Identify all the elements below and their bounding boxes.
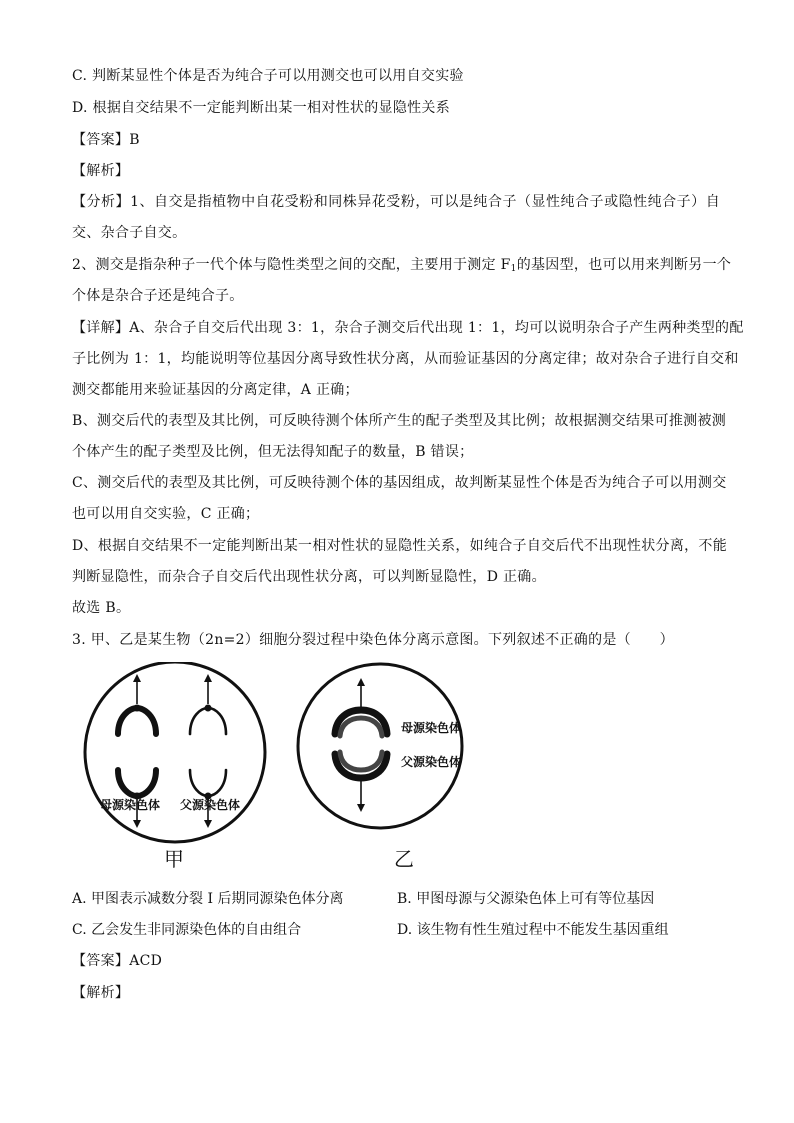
analysis-line-1: 【分析】1、自交是指植物中自花受粉和同株异花受粉，可以是纯合子（显性纯合子或隐性纯合子）自: [72, 194, 720, 210]
chromosome-maternal-lower: [118, 770, 156, 796]
yi-caption: 乙: [394, 847, 414, 871]
analysis-line-3: [72, 255, 732, 279]
chromosome-yi-paternal-inner: [340, 752, 382, 770]
answer-label: 【答案】: [72, 953, 130, 969]
analysis-line-3-pre: 2、测交是指杂种子一代个体与隐性类型之间的交配，主要用于测定 F: [72, 257, 511, 273]
option-d: D. 该生物有性生殖过程中不能发生基因重组: [397, 922, 669, 938]
detail-line-3: 测交都能用来验证基因的分离定律，A 正确；: [72, 382, 359, 398]
detail-line-1: 【详解】A、杂合子自交后代出现 3：1，杂合子测交后代出现 1：1，均可以说明杂合子产生两种类型的配: [72, 320, 744, 336]
centromere-paternal-upper: [205, 705, 212, 712]
analysis-line-4: 个体是杂合子还是纯合子。: [72, 288, 244, 304]
prev-analysis-label: 【解析】: [72, 163, 130, 179]
prev-option-c: C. 判断某显性个体是否为纯合子可以用测交也可以用自交实验: [72, 68, 464, 84]
chromosome-maternal-upper: [118, 708, 156, 734]
cell-jia-membrane: [85, 662, 265, 842]
chromosome-yi-maternal-inner: [340, 718, 382, 736]
detail-line-9: 判断显隐性，而杂合子自交后代出现性状分离，可以判断显隐性，D 正确。: [72, 569, 546, 585]
analysis-line-3-post: 的基因型，也可以用来判断另一个: [516, 257, 732, 273]
chromosome-figure: [78, 662, 498, 874]
option-c: C. 乙会发生非同源染色体的自由组合: [72, 922, 302, 938]
answer-label: 【答案】: [72, 132, 130, 148]
answer-value: ACD: [129, 953, 163, 969]
question-analysis-label: 【解析】: [72, 985, 130, 1001]
cell-yi: [298, 664, 462, 871]
analysis-line-2: 交、杂合子自交。: [72, 225, 187, 241]
jia-label-maternal: 母源染色体: [100, 798, 161, 812]
detail-line-4: B、测交后代的表型及其比例，可反映待测个体所产生的配子类型及其比例；故根据测交结果可推测被测: [72, 413, 727, 429]
yi-label-maternal: 母源染色体: [401, 721, 462, 735]
prev-answer: [72, 130, 140, 150]
detail-line-8: D、根据自交结果不一定能判断出某一相对性状的显隐性关系，如纯合子自交后代不出现性状分离，不能: [72, 538, 728, 554]
detail-line-5: 个体产生的配子类型及比例，但无法得知配子的数量，B 错误；: [72, 444, 474, 460]
detail-line-6: C、测交后代的表型及其比例，可反映待测个体的基因组成，故判断某显性个体是否为纯合子可以用测交: [72, 475, 727, 491]
option-b: B. 甲图母源与父源染色体上可有等位基因: [397, 891, 655, 907]
conclusion: 故选 B。: [72, 600, 131, 616]
jia-caption: 甲: [164, 847, 184, 871]
analysis-line-3-sub: 1: [510, 264, 517, 274]
question-stem: 3. 甲、乙是某生物（2n=2）细胞分裂过程中染色体分离示意图。下列叙述不正确的是（ ）: [72, 632, 674, 648]
question-answer: [72, 951, 162, 971]
prev-option-d: D. 根据自交结果不一定能判断出某一相对性状的显隐性关系: [72, 100, 451, 116]
answer-value: B: [129, 132, 140, 148]
chromosome-paternal-lower: [190, 770, 226, 796]
detail-line-2: 子比例为 1：1，均能说明等位基因分离导致性状分离，从而验证基因的分离定律；故对杂合子进行自交和: [72, 351, 739, 367]
option-a: A. 甲图表示减数分裂 I 后期同源染色体分离: [72, 891, 344, 907]
jia-label-paternal: 父源染色体: [180, 798, 241, 812]
yi-label-paternal: 父源染色体: [401, 755, 462, 769]
cell-jia: [85, 662, 265, 871]
centromere-maternal-upper: [134, 705, 141, 712]
detail-line-7: 也可以用自交实验，C 正确；: [72, 506, 260, 522]
chromosome-paternal-upper: [190, 708, 226, 734]
cell-yi-membrane: [298, 664, 462, 828]
